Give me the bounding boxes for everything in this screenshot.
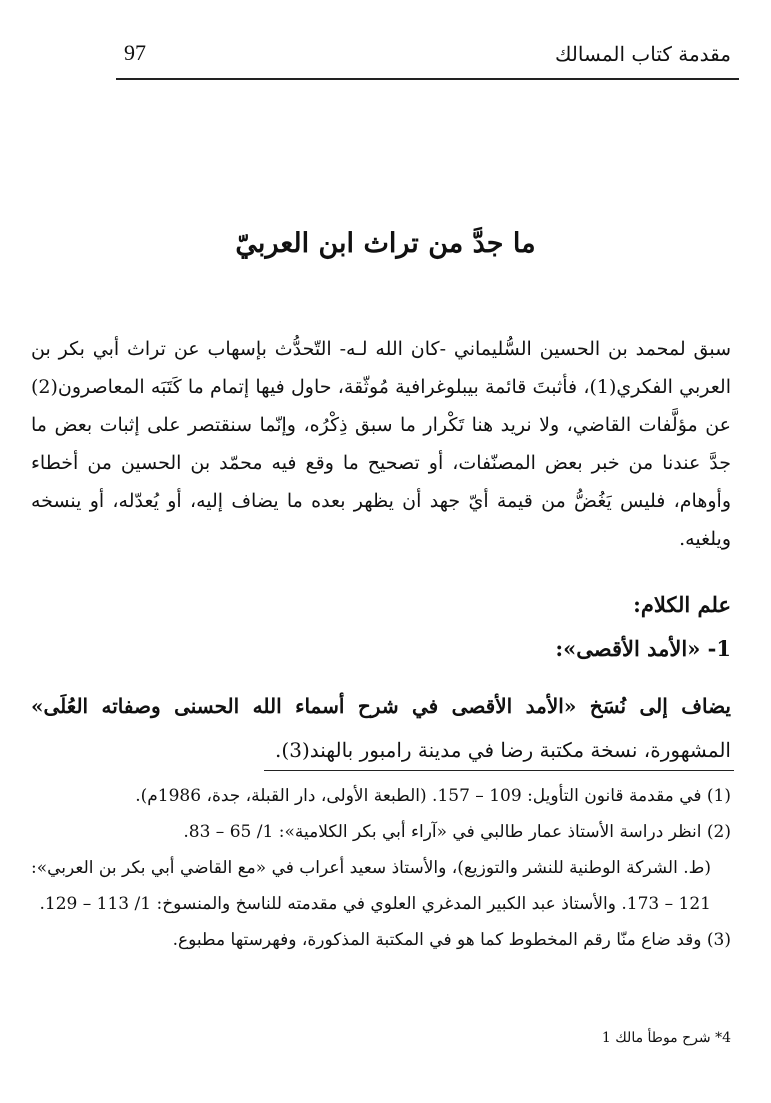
subheading-kalam: علم الكلام: (633, 592, 731, 617)
footnotes (31, 778, 731, 958)
paragraph-amad-lead: يضاف إلى نُسَخ «الأمد الأقصى في شرح أسماء الله الحسنى وصفاته العُلَى» (31, 694, 731, 718)
running-header-title: مقدمة كتاب المسالك (554, 42, 731, 66)
page-number: 97 (124, 40, 146, 65)
paragraph-amad (31, 684, 731, 772)
footnote-1: (1) في مقدمة قانون التأويل: 109 – 157. (الطبعة الأولى، دار القبلة، جدة، 1986م). (135, 786, 731, 806)
header-divider (116, 78, 739, 80)
signature-mark: 4* شرح موطأ مالك 1 (601, 1030, 731, 1046)
footnote-2-continued: (ط. الشركة الوطنية للنشر والتوزيع)، والأستاذ سعيد أعراب في «مع القاضي أبي بكر بن العربي»: 121 – 173. والأستاذ عبد الكبير المدغري العلوي في مقدمته للناسخ والمنسوخ: 1/ 113 – 129. (31, 858, 711, 914)
footnote-divider (264, 770, 734, 771)
paragraph-intro-text: سبق لمحمد بن الحسين السُّليماني -كان الله لـه- التّحدُّث بإسهاب عن تراث أبي بكر بن العربي الفكري(1)، فأثبتَ قائمة بيبلوغرافية مُوثّقة، حاول فيها إتمام ما كَتَبَه المعاصرون(2) عن مؤلَّفات القاضي، ولا نريد هنا تَكْرار ما سبق ذِكْرُه، وإنّما سنقتصر على إثبات بعض ما جدَّ عندنا من خبر بعض المصنّفات، أو تصحيح ما وقع فيه محمّد بن الحسين من أخطاء وأوهام، فليس يَغُضُّ من قيمة أيّ جهد أن يظهر بعده ما يضاف إليه، أو يُعدّله، أو ينسخه ويلغيه. (31, 338, 732, 550)
section-title: ما جدَّ من تراث ابن العربيّ (235, 228, 536, 259)
subheading-amad-aqsa: 1- «الأمد الأقصى»: (555, 636, 731, 661)
footnote-3: (3) وقد ضاع منّا رقم المخطوط كما هو في المكتبة المذكورة، وفهرستها مطبوع. (172, 930, 731, 950)
paragraph-intro (31, 330, 731, 558)
footnote-2: (2) انظر دراسة الأستاذ عمار طالبي في «آراء أبي بكر الكلامية»: 1/ 65 – 83. (183, 822, 731, 842)
paragraph-amad-rest: المشهورة، نسخة مكتبة رضا في مدينة رامبور بالهند(3). (275, 738, 731, 762)
